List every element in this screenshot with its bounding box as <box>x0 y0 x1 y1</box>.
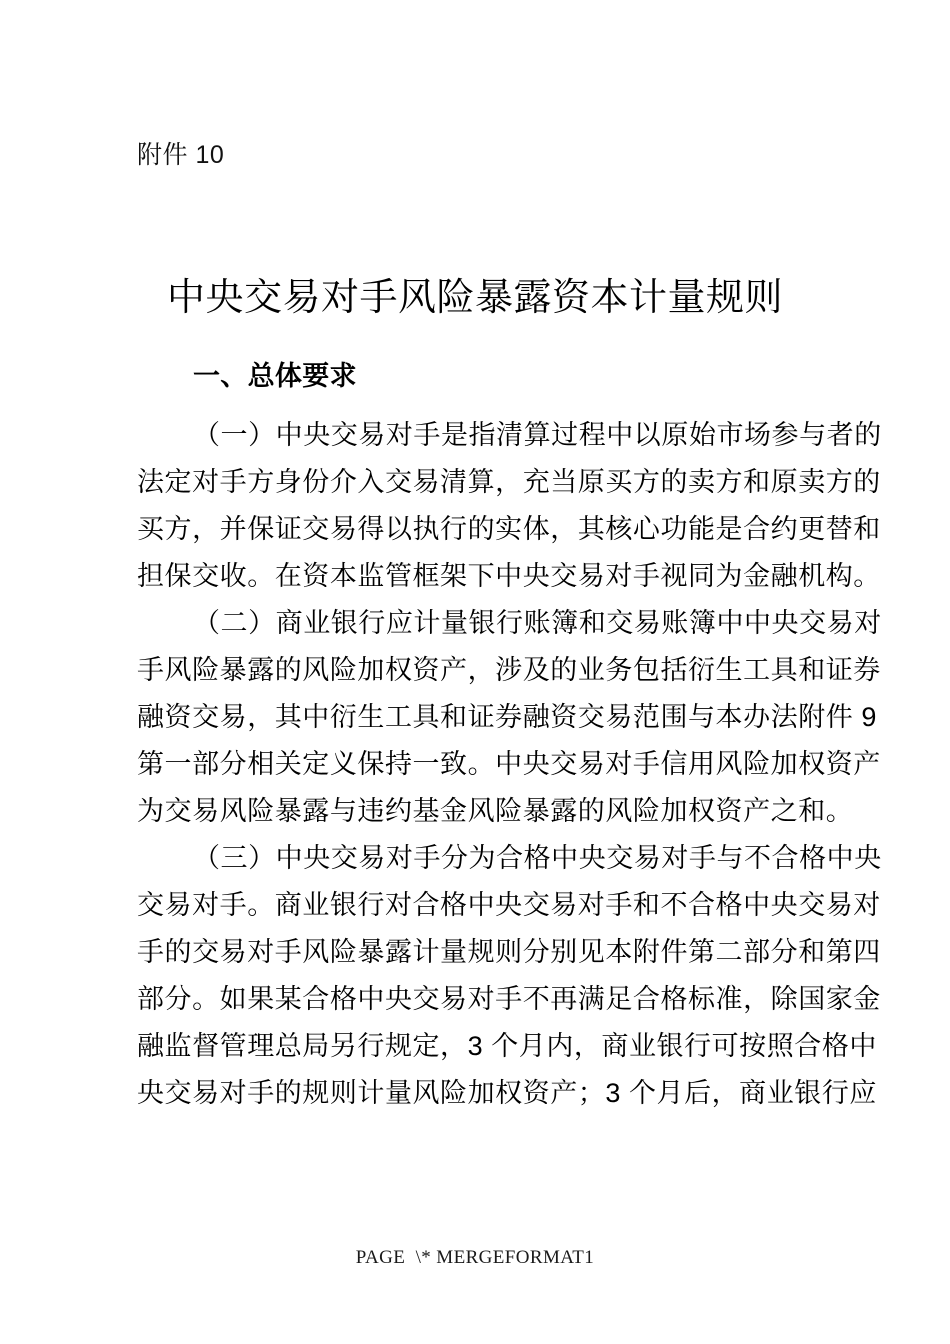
paragraph-line: 担保交收。在资本监管框架下中央交易对手视同为金融机构。 <box>137 561 881 591</box>
paragraph-line: 为交易风险暴露与违约基金风险暴露的风险加权资产之和。 <box>137 796 854 826</box>
section-heading-general-requirements: 一、总体要求 <box>193 361 357 391</box>
paragraph-three <box>137 835 882 1117</box>
page-footer-field-code: PAGE \* MERGEFORMAT1 <box>355 1247 595 1268</box>
paragraph-line: 部分。如果某合格中央交易对手不再满足合格标准，除国家金 <box>137 984 881 1014</box>
paragraph-line: 融监督管理总局另行规定，3 个月内，商业银行可按照合格中 <box>137 1031 877 1061</box>
paragraph-line: 融资交易，其中衍生工具和证券融资交易范围与本办法附件 9 <box>137 702 877 732</box>
document-body <box>137 353 882 1117</box>
paragraph-line: （二）商业银行应计量银行账簿和交易账簿中中央交易对 <box>193 608 882 638</box>
paragraph-line: 手风险暴露的风险加权资产，涉及的业务包括衍生工具和证券 <box>137 655 881 685</box>
attachment-label: 附件 10 <box>137 141 225 169</box>
paragraph-line: 买方，并保证交易得以执行的实体，其核心功能是合约更替和 <box>137 514 881 544</box>
paragraph-one <box>137 412 882 600</box>
page-title: 中央交易对手风险暴露资本计量规则 <box>166 277 783 320</box>
paragraph-line: （一）中央交易对手是指清算过程中以原始市场参与者的 <box>193 420 882 450</box>
paragraph-line: 法定对手方身份介入交易清算，充当原买方的卖方和原卖方的 <box>137 467 881 497</box>
paragraph-two <box>137 600 882 835</box>
paragraph-line: 手的交易对手风险暴露计量规则分别见本附件第二部分和第四 <box>137 937 881 967</box>
paragraph-line: 央交易对手的规则计量风险加权资产；3 个月后，商业银行应 <box>137 1078 877 1108</box>
paragraph-line: （三）中央交易对手分为合格中央交易对手与不合格中央 <box>193 843 882 873</box>
paragraph-line: 第一部分相关定义保持一致。中央交易对手信用风险加权资产 <box>137 749 881 779</box>
paragraph-line: 交易对手。商业银行对合格中央交易对手和不合格中央交易对 <box>137 890 881 920</box>
